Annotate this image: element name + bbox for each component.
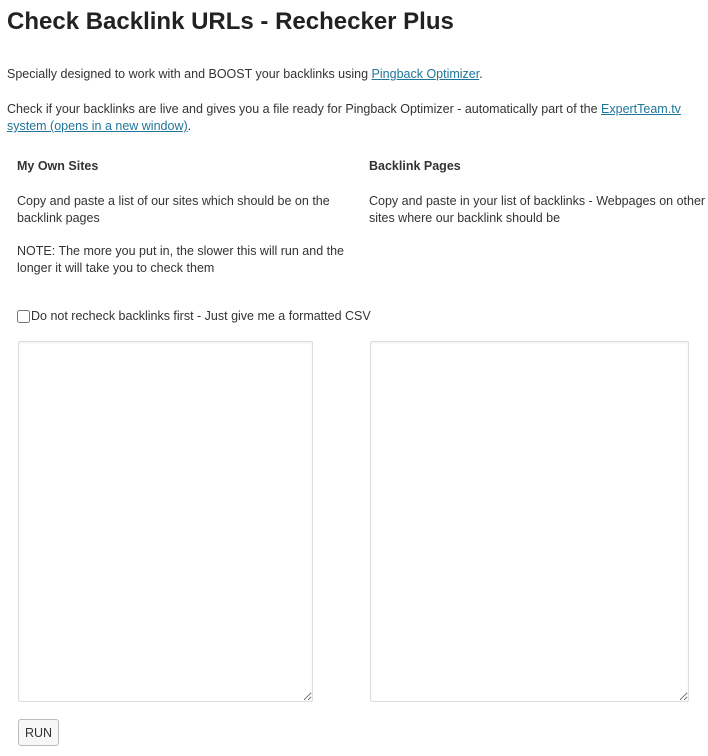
expertteam-link[interactable]: ExpertTeam.tv system (opens in a new window) [7, 102, 681, 133]
intro-line-1-suffix: . [479, 67, 483, 81]
pingback-optimizer-link[interactable]: Pingback Optimizer [371, 67, 480, 81]
intro-line-1 [7, 66, 483, 83]
no-recheck-option[interactable] [17, 309, 371, 323]
run-button[interactable]: RUN [18, 719, 59, 746]
no-recheck-checkbox[interactable] [17, 310, 30, 323]
own-sites-note: NOTE: The more you put in, the slower this will run and the longer it will take you to check them [17, 244, 345, 275]
own-sites-heading: My Own Sites [17, 159, 99, 173]
intro-line-2 [7, 101, 707, 135]
own-sites-description: Copy and paste a list of our sites which should be on the backlink pages [17, 194, 330, 225]
intro-line-1-text: Specially designed to work with and BOOST your backlinks using [7, 67, 372, 81]
backlink-pages-textarea[interactable] [370, 341, 689, 702]
own-sites-textarea[interactable] [18, 341, 313, 702]
backlink-pages-heading: Backlink Pages [369, 159, 461, 173]
intro-line-2-suffix: . [187, 119, 192, 133]
page-title: Check Backlink URLs - Rechecker Plus [7, 8, 454, 35]
intro-line-2-text: Check if your backlinks are live and gives you a file ready for Pingback Optimizer - automatically part of the [7, 102, 602, 116]
backlink-pages-description: Copy and paste in your list of backlinks - Webpages on other sites where our backlink should be [369, 194, 706, 225]
no-recheck-label: Do not recheck backlinks first - Just give me a formatted CSV [31, 309, 371, 323]
